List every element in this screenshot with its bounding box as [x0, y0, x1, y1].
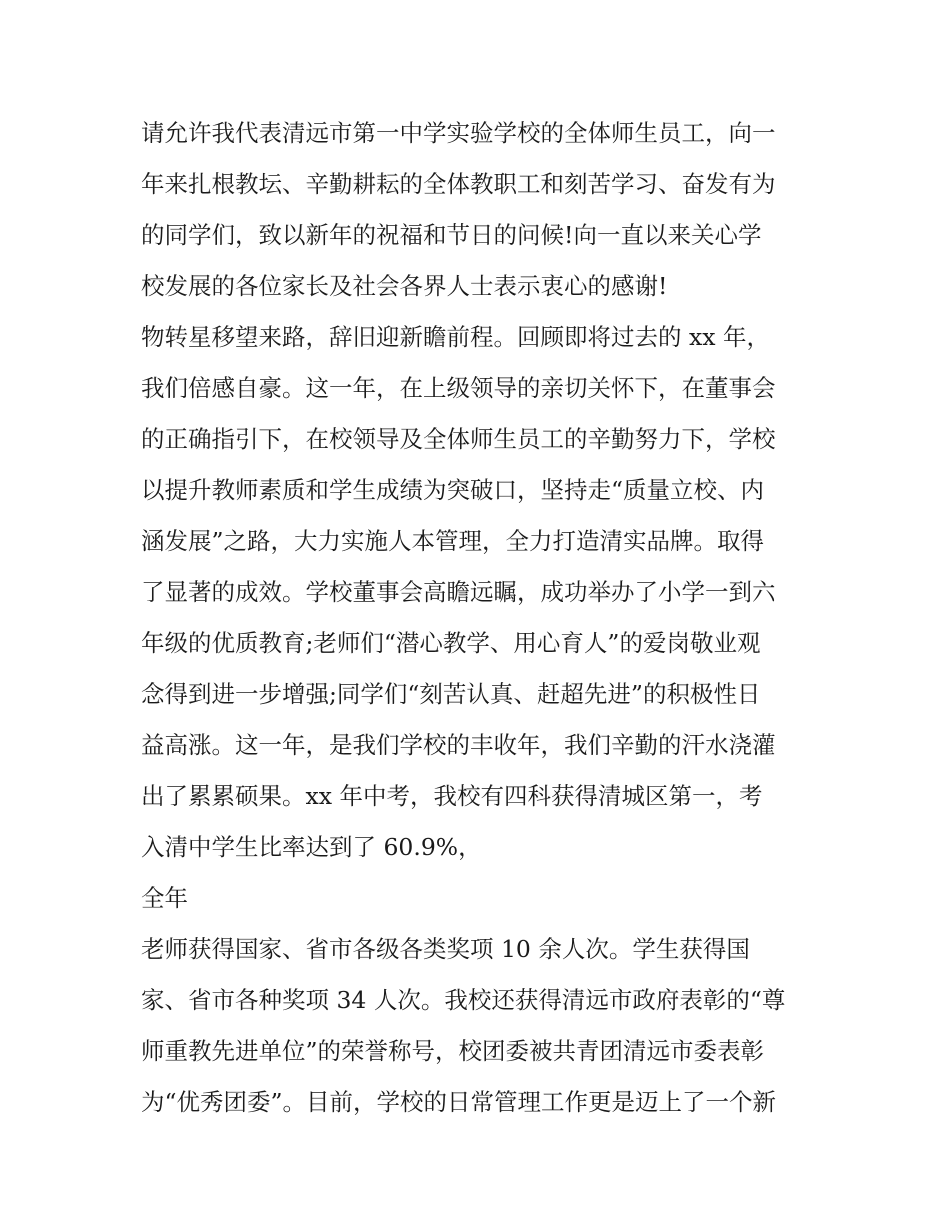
text-line: 老师获得国家、省市各级各类奖项 10 余人次。学生获得国 — [141, 935, 750, 963]
text-line: 的正确指引下，在校领导及全体师生员工的辛勤努力下，学校 — [141, 425, 776, 453]
text-line: 家、省市各种奖项 34 人次。我校还获得清远市政府表彰的“尊 — [141, 986, 786, 1014]
text-line: 为“优秀团委”。目前，学校的日常管理工作更是迈上了一个新 — [141, 1088, 777, 1116]
text-line: 的同学们，致以新年的祝福和节日的问候!向一直以来关心学 — [141, 221, 762, 249]
text-line: 益高涨。这一年，是我们学校的丰收年，我们辛勤的汗水浇灌 — [141, 731, 776, 759]
text-line: 校发展的各位家长及社会各界人士表示衷心的感谢! — [141, 272, 668, 300]
text-line: 入清中学生比率达到了 60.9%， — [141, 833, 482, 861]
text-line: 年级的优质教育;老师们“潜心教学、用心育人”的爱岗敬业观 — [141, 629, 761, 657]
text-line: 请允许我代表清远市第一中学实验学校的全体师生员工，向一 — [141, 119, 776, 147]
text-line: 师重教先进单位”的荣誉称号，校团委被共青团清远市委表彰 — [141, 1037, 765, 1065]
body-text — [141, 108, 821, 1128]
text-line: 涵发展”之路，大力实施人本管理，全力打造清实品牌。取得 — [141, 527, 765, 555]
text-line: 念得到进一步增强;同学们“刻苦认真、赶超先进”的积极性日 — [141, 680, 761, 708]
text-line: 全年 — [141, 884, 188, 912]
text-line: 以提升教师素质和学生成绩为突破口，坚持走“质量立校、内 — [141, 476, 765, 504]
text-line: 出了累累硕果。xx 年中考，我校有四科获得清城区第一，考 — [141, 782, 763, 810]
text-line: 了显著的成效。学校董事会高瞻远瞩，成功举办了小学一到六 — [141, 578, 776, 606]
text-line: 年来扎根教坛、辛勤耕耘的全体教职工和刻苦学习、奋发有为 — [141, 170, 776, 198]
text-line: 物转星移望来路，辞旧迎新瞻前程。回顾即将过去的 xx 年， — [141, 323, 770, 351]
text-line: 我们倍感自豪。这一年，在上级领导的亲切关怀下，在董事会 — [141, 374, 776, 402]
